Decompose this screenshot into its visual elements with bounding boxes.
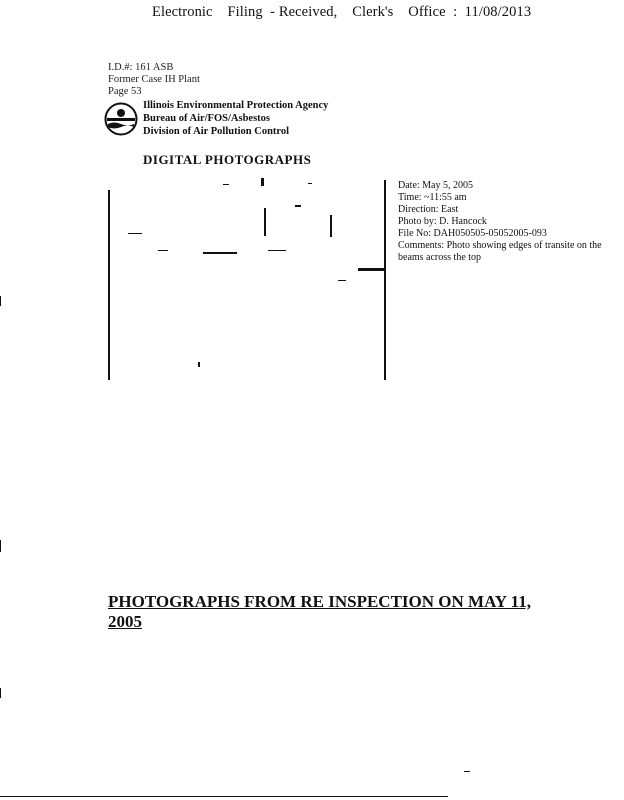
bottom-rule: [0, 796, 448, 797]
photograph: [108, 180, 388, 380]
agency-name: Illinois Environmental Protection Agency: [143, 100, 329, 111]
photo-author: Photo by: D. Hancock: [398, 216, 487, 227]
agency-bureau: Bureau of Air/FOS/Asbestos: [143, 113, 270, 124]
photo-date: Date: May 5, 2005: [398, 180, 473, 191]
site-name: Former Case IH Plant: [108, 74, 200, 85]
scan-mark: [0, 540, 1, 552]
document-id: I.D.#: 161 ASB: [108, 62, 174, 73]
photo-details: [398, 180, 613, 264]
photo-file-number: File No: DAH050505-05052005-093: [398, 228, 547, 239]
scan-mark: [464, 771, 470, 772]
photo-direction: Direction: East: [398, 204, 459, 215]
illinois-epa-logo-icon: [104, 102, 138, 136]
reinspection-heading: PHOTOGRAPHS FROM RE INSPECTION ON MAY 11, 2005: [108, 592, 531, 631]
photo-time: Time: ~11:55 am: [398, 192, 467, 203]
scan-mark: [0, 296, 1, 306]
filing-header: Electronic Filing - Received, Clerk's Office : 11/08/2013: [152, 4, 532, 20]
photo-comments: Comments: Photo showing edges of transite on the beams across the top: [398, 240, 602, 263]
section-title: DIGITAL PHOTOGRAPHS: [143, 152, 312, 167]
page-number: Page 53: [108, 86, 142, 97]
agency-division: Division of Air Pollution Control: [143, 126, 290, 137]
scan-mark: [0, 688, 1, 698]
